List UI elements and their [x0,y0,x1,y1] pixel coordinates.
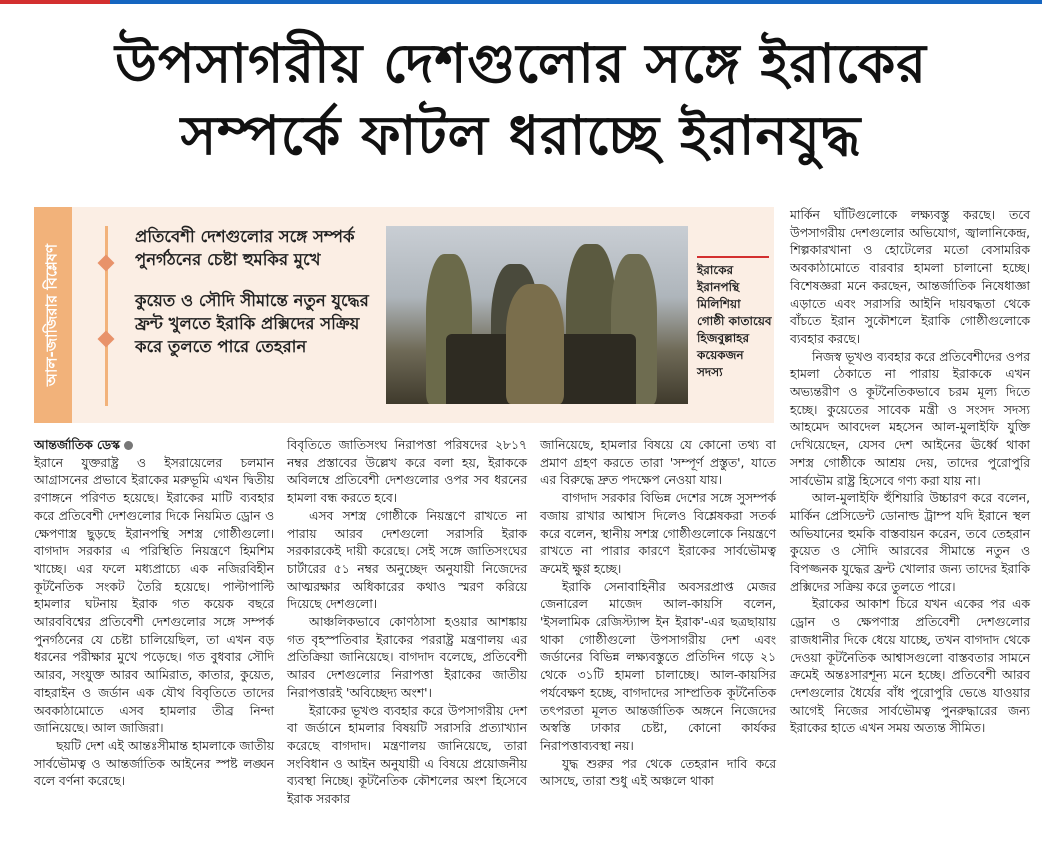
highlight-item [95,289,385,358]
article-paragraph: বাগদাদ সরকার বিভিন্ন দেশের সঙ্গে সুসম্পর্ক বজায় রাখার আশ্বাস দিলেও বিশ্লেষকরা সতর্ক করে বলেন, স্থানীয় সশস্ত্র গোষ্ঠীগুলোকে নিয়ন্ত্রণে রাখতে না পারার কারণে ইরাকের সার্বভৌমত্ব ক্রমেই ক্ষুণ্ণ হচ্ছে। [540,491,776,576]
top-color-bar [0,0,1042,4]
article-paragraph: আল-মুলাইফি হুঁশিয়ারি উচ্চারণ করে বলেন, মার্কিন প্রেসিডেন্ট ডোনাল্ড ট্রাম্প যদি ইরানে স্থল অভিযানের হুমকি বাস্তবায়ন করেন, তবে তেহরান কুয়েত ও সৌদি আরবের সীমান্তে নতুন ও বিপজ্জনক যুদ্ধের ফ্রন্ট খোলার জন্য তাদের ইরাকি প্রক্সিদের সক্রিয় করে তুলতে পারে। [790,491,1030,594]
article-paragraph: নিজস্ব ভূখণ্ড ব্যবহার করে প্রতিবেশীদের ওপর হামলা ঠেকাতে না পারায় ইরাককে এখন অভ্যন্তরীণ ও কূটনৈতিকভাবে চরম মূল্য দিতে হচ্ছে। কুয়েতের সাবেক মন্ত্রী ও সংসদ সদস্য আহমেদ আবদেল মহসেন আল-মুলাইফি যুক্তি দেখিয়েছেন, যেসব দেশ আইনের ঊর্ধ্বে থাকা সশস্ত্র গোষ্ঠীকে আশ্রয় দেয়, তাদের পুরোপুরি সার্বভৌম রাষ্ট্র হিসেবে গণ্য করা যায় না। [790,349,1030,488]
top-bar-red-segment [0,0,110,4]
article-column-1 [34,437,274,791]
article-column-2 [287,437,527,809]
headline-line-2: সম্পর্কে ফাটল ধরাচ্ছে ইরানযুদ্ধ [180,104,862,167]
article-paragraph: যুদ্ধ শুরুর পর থেকে তেহরান দাবি করে আসছে, তারা শুধু এই অঞ্চলে থাকা [540,756,776,789]
photo-caption-text: ইরাকের ইরানপন্থি মিলিশিয়া গোষ্ঠী কাতায়েব হিজবুল্লাহর কয়েকজন সদস্য [697,263,772,379]
article-column-4 [790,207,1030,738]
highlights-list [95,225,385,376]
section-tag-label: আল-জাজিরার বিশ্লেষণ [42,243,61,387]
headline-line-1: উপসাগরীয় দেশগুলোর সঙ্গে ইরাকের [114,32,928,95]
diamond-bullet-icon [98,331,115,348]
article-paragraph: ছয়টি দেশ এই আন্তঃসীমান্ত হামলাকে জাতীয় সার্বভৌমত্ব ও আন্তর্জাতিক আইনের স্পষ্ট লঙ্ঘন বলে বর্ণনা করেছে। [34,738,274,789]
article-column-3 [540,437,776,791]
section-tag [34,207,72,423]
highlight-text: প্রতিবেশী দেশগুলোর সঙ্গে সম্পর্ক পুনর্গঠনের চেষ্টা হুমকির মুখে [135,227,355,269]
article-paragraph: ইরাকি সেনাবাহিনীর অবসরপ্রাপ্ত মেজর জেনারেল মাজেদ আল-কায়সি বলেন, 'ইসলামিক রেজিস্ট্যান্স ইন ইরাক'-এর ছত্রছায়ায় থাকা গোষ্ঠীগুলো উপসাগরীয় দেশ এবং জর্ডানের বিভিন্ন লক্ষ্যবস্তুতে প্রতিদিন গড়ে ২১ থেকে ৩১টি হামলা চালাচ্ছে। আল-কায়সির পর্যবেক্ষণ হচ্ছে, বাগদাদের সাম্প্রতিক কূটনৈতিক তৎপরতা মূলত আন্তর্জাতিক অঙ্গনে নিজেদের অস্বস্তি ঢাকার চেষ্টা, কোনো কার্যকর নিরাপত্তাব্যবস্থা নয়। [540,579,776,753]
article-paragraph: এসব সশস্ত্র গোষ্ঠীকে নিয়ন্ত্রণে রাখতে না পারায় আরব দেশগুলো সরাসরি ইরাক সরকারকেই দায়ী করেছে। সেই সঙ্গে জাতিসংঘের চার্টারের ৫১ নম্বর অনুচ্ছেদ অনুযায়ী নিজেদের আত্মরক্ষার অধিকারের কথাও স্মরণ করিয়ে দিয়েছে দেশগুলো। [287,508,527,612]
article-paragraph: মার্কিন ঘাঁটিগুলোকে লক্ষ্যবস্তু করছে। তবে উপসাগরীয় দেশগুলোর অভিযোগ, জ্বালানিকেন্দ্র, শিল্পকারখানা ও হোটেলের মতো বেসামরিক অবকাঠামোতে বারবার হামলা চালানো হচ্ছে। বিশেষজ্ঞরা মনে করছেন, আন্তর্জাতিক নিষেধাজ্ঞা এড়াতে এবং সরাসরি আইনি দায়বদ্ধতা থেকে বাঁচতে ইরান সুকৌশলে ইরাকি গোষ্ঠীগুলোকে ব্যবহার করছে। [790,208,1030,346]
diamond-bullet-icon [98,255,115,272]
dateline-dot-icon [124,441,133,450]
article-paragraph: ইরাকের ভূখণ্ড ব্যবহার করে উপসাগরীয় দেশ বা জর্ডানে হামলার বিষয়টি সরাসরি প্রত্যাখ্যান করেছে বাগদাদ। মন্ত্রণালয় জানিয়েছে, তারা সংবিধান ও আইন অনুযায়ী এ বিষয়ে প্রয়োজনীয় ব্যবস্থা নিচ্ছে। কূটনৈতিক কৌশলের অংশ হিসেবে ইরাক সরকার [287,703,527,807]
article-paragraph: ইরানে যুক্তরাষ্ট্র ও ইসরায়েলের চলমান আগ্রাসনের প্রভাবে ইরাকের মরুভূমি এখন দ্বিতীয় রণাঙ্গনে পরিণত হয়েছে। ইরাকের মাটি ব্যবহার করে প্রতিবেশী দেশগুলোর দিকে নিয়মিত ড্রোন ও ক্ষেপণাস্ত্র ছুড়ছে ইরানপন্থি সশস্ত্র গোষ্ঠীগুলো। বাগদাদ সরকার এ পরিস্থিতি নিয়ন্ত্রণে হিমশিম খাচ্ছে। এর ফলে মধ্যপ্রাচ্যে এক নজিরবিহীন কূটনৈতিক সংকট তৈরি হয়েছে। পাল্টাপাল্টি হামলার ঘটনায় ইরাক গত কয়েক বছরে আরববিশ্বের প্রতিবেশী দেশগুলোর সঙ্গে সম্পর্ক পুনর্গঠনের যে চেষ্টা চালিয়েছিল, তা এখন বড় ধরনের পরীক্ষার মুখে পড়েছে। গত বুধবার সৌদি আরব, সংযুক্ত আরব আমিরাত, কাতার, কুয়েত, বাহরাইন ও জর্ডান এক যৌথ বিবৃতিতে তাদের অবকাঠামোতে এসব হামলার তীব্র নিন্দা জানিয়েছে। আল জাজিরা। [34,455,274,736]
headline [0,28,1042,172]
article-paragraph: বিবৃতিতে জাতিসংঘ নিরাপত্তা পরিষদের ২৮১৭ নম্বর প্রস্তাবের উল্লেখ করে বলা হয়, ইরাককে অবিলম্বে প্রতিবেশী দেশগুলোর ওপর সব ধরনের হামলা বন্ধ করতে হবে। [287,438,527,506]
caption-red-rule [697,256,769,258]
photo-caption [697,256,772,381]
top-bar-blue-segment [110,0,1042,4]
highlight-text: কুয়েত ও সৌদি সীমান্তে নতুন যুদ্ধের ফ্রন্ট খুলতে ইরাকি প্রক্সিদের সক্রিয় করে তুলতে পারে তেহরান [135,291,369,356]
dateline: আন্তর্জাতিক ডেস্ক [34,438,120,452]
article-paragraph: আঞ্চলিকভাবে কোণঠাসা হওয়ার আশঙ্কায় গত বৃহস্পতিবার ইরাকের পররাষ্ট্র মন্ত্রণালয় এর প্রতিক্রিয়া জানিয়েছে। বাগদাদ বলেছে, প্রতিবেশী আরব দেশগুলোর নিরাপত্তা ইরাকের জাতীয় নিরাপত্তারই 'অবিচ্ছেদ্য অংশ'। [287,615,527,700]
article-paragraph: ইরাকের আকাশ চিরে যখন একের পর এক ড্রোন ও ক্ষেপণাস্ত্র প্রতিবেশী দেশগুলোর রাজধানীর দিকে ধেয়ে যাচ্ছে, তখন বাগদাদ থেকে দেওয়া কূটনৈতিক আশ্বাসগুলো বাস্তবতার সামনে ক্রমেই অন্তঃসারশূন্য মনে হচ্ছে। প্রতিবেশী আরব দেশগুলোর ধৈর্যের বাঁধ পুরোপুরি ভেঙে যাওয়ার আগেই নিজের সার্বভৌমত্ব পুনরুদ্ধারের জন্য ইরাকের হাতে এখন সময় অত্যন্ত সীমিত। [790,597,1030,736]
news-photo [386,226,688,404]
highlight-item [95,225,385,271]
article-paragraph: জানিয়েছে, হামলার বিষয়ে যে কোনো তথ্য বা প্রমাণ গ্রহণ করতে তারা 'সম্পূর্ণ প্রস্তুত', যাতে এর বিরুদ্ধে দ্রুত পদক্ষেপ নেওয়া যায়। [540,438,776,488]
